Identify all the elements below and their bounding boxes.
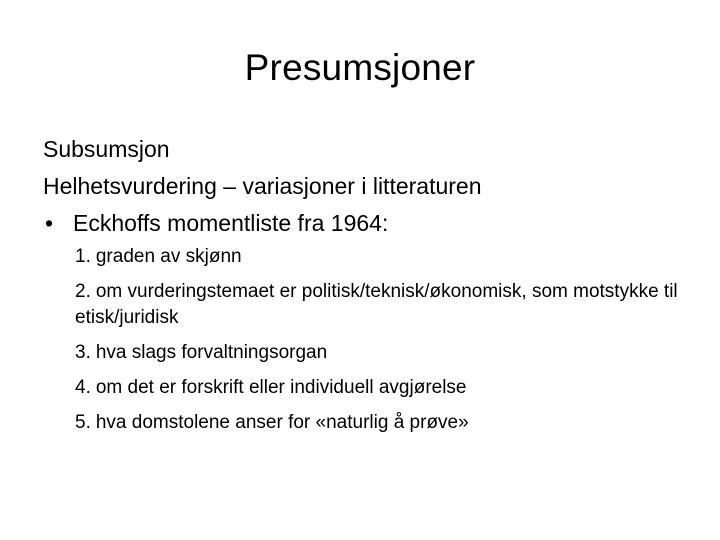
list-item-number: 2.: [75, 281, 91, 302]
list-item-text: graden av skjønn: [95, 246, 242, 267]
list-item: [75, 410, 683, 436]
list-item-number: 5.: [75, 412, 91, 433]
line-subsumsjon: Subsumsjon: [43, 136, 170, 162]
list-item-number: 4.: [75, 377, 91, 398]
bullet-text: Eckhoffs momentliste fra 1964:: [73, 210, 389, 236]
list-item: [75, 340, 683, 366]
momentliste: [75, 244, 683, 436]
list-item-text: om det er forskrift eller individuell avgjørelse: [95, 377, 467, 398]
list-item-text: om vurderingstemaet er politisk/teknisk/økonomisk, som motstykke til etisk/juridisk: [75, 281, 678, 328]
list-item-number: 3.: [75, 342, 91, 363]
list-item: [75, 375, 683, 401]
slide-title: Presumsjoner: [244, 47, 476, 88]
list-item-text: hva domstolene anser for «naturlig å prøve»: [95, 412, 469, 433]
list-item-text: hva slags forvaltningsorgan: [95, 342, 328, 363]
list-item: [75, 244, 683, 270]
line-helhetsvurdering: Helhetsvurdering – variasjoner i litteraturen: [43, 173, 482, 199]
bullet-eckhoff: [43, 207, 683, 244]
slide-body: [43, 133, 683, 445]
list-item-number: 1.: [75, 246, 91, 267]
list-item: [75, 279, 683, 331]
bullet-marker: •: [45, 210, 54, 236]
